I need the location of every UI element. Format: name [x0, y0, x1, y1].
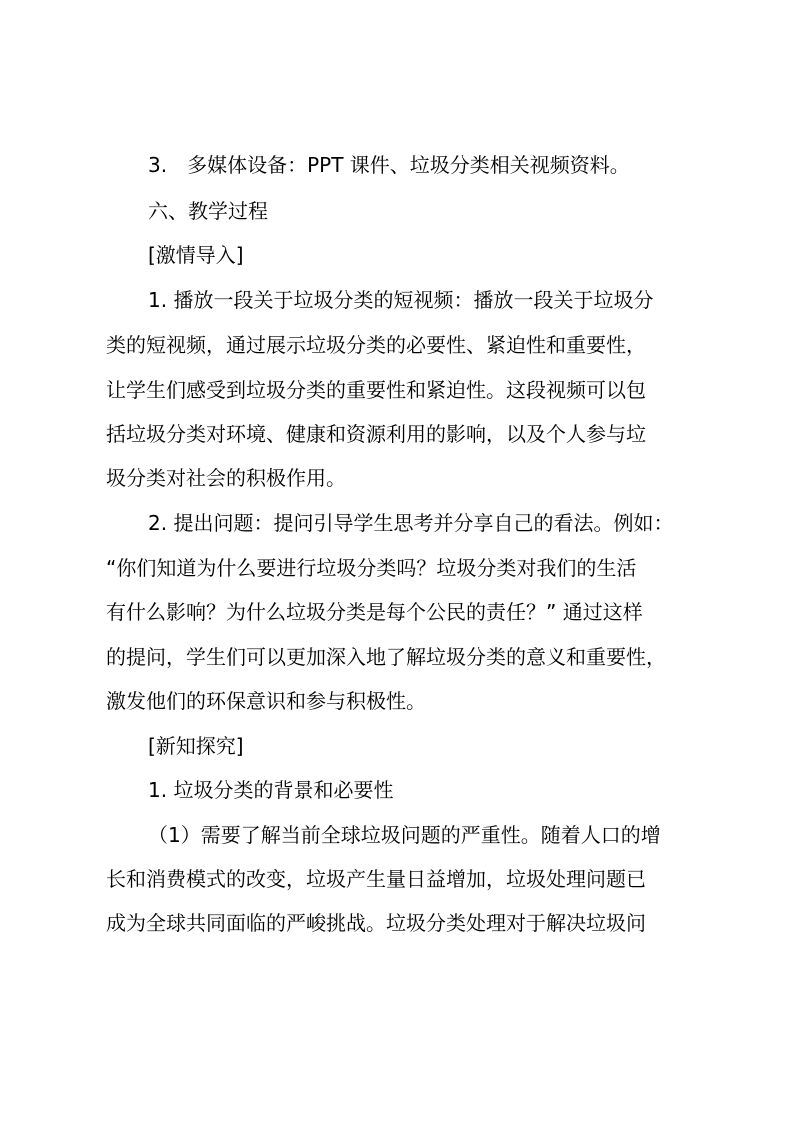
paragraph-line: 长和消费模式的改变，垃圾产生量日益增加，垃圾处理问题已	[106, 867, 646, 891]
list-heading: 1. 垃圾分类的背景和必要性	[148, 778, 394, 802]
paragraph-line: 圾分类对社会的积极作用。	[106, 466, 346, 490]
paragraph-line: 1. 播放一段关于垃圾分类的短视频：播放一段关于垃圾分	[148, 288, 654, 312]
paragraph-line: 2. 提出问题：提问引导学生思考并分享自己的看法。例如：	[148, 511, 674, 535]
paragraph-line: （1）需要了解当前全球垃圾问题的严重性。随着人口的增	[148, 823, 661, 847]
paragraph-line: 成为全球共同面临的严峻挑战。垃圾分类处理对于解决垃圾问	[106, 911, 646, 935]
section-heading: 六、教学过程	[148, 199, 268, 223]
paragraph-line: 的提问，学生们可以更加深入地了解垃圾分类的意义和重要性，	[106, 645, 666, 669]
subsection-heading: [激情导入]	[148, 243, 244, 267]
paragraph-line: 让学生们感受到垃圾分类的重要性和紧迫性。这段视频可以包	[106, 378, 646, 402]
paragraph-line: “你们知道为什么要进行垃圾分类吗？垃圾分类对我们的生活	[106, 556, 637, 580]
subsection-heading: [新知探究]	[148, 734, 244, 758]
paragraph-line: 有什么影响？为什么垃圾分类是每个公民的责任？” 通过这样	[106, 600, 643, 624]
paragraph-line: 激发他们的环保意识和参与积极性。	[106, 689, 426, 713]
paragraph-line: 括垃圾分类对环境、健康和资源利用的影响，以及个人参与垃	[106, 422, 646, 446]
paragraph-line: 类的短视频，通过展示垃圾分类的必要性、紧迫性和重要性，	[106, 333, 646, 357]
text-line-materials: 3. 多媒体设备：PPT 课件、垃圾分类相关视频资料。	[148, 153, 630, 177]
